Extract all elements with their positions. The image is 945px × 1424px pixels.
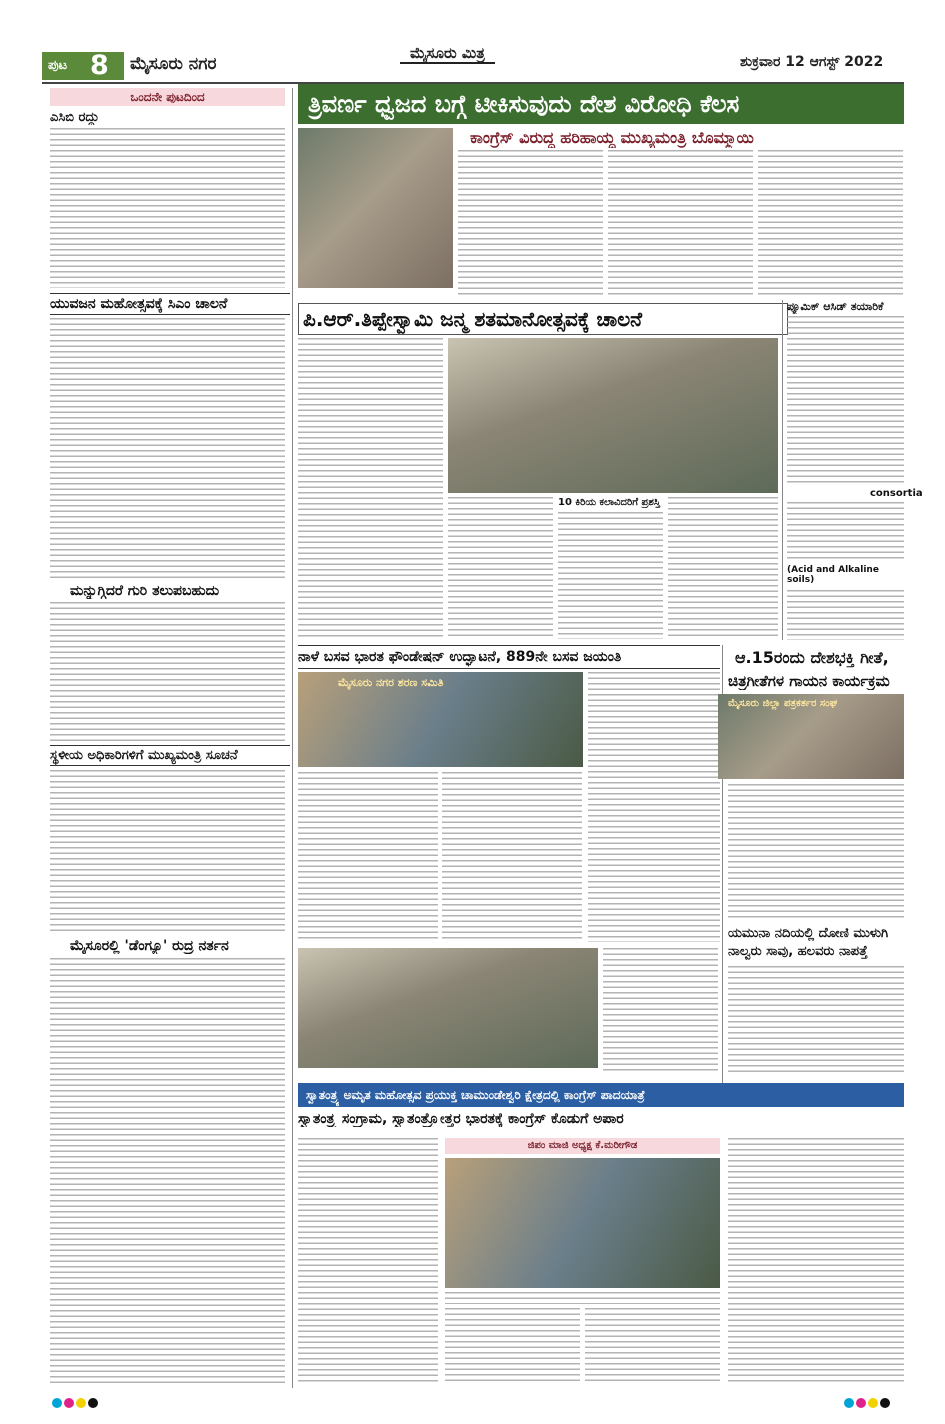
- left-text-5: [50, 958, 285, 1383]
- story3-headline: ನಾಳೆ ಬಸವ ಭಾರತ ಫೌಂಡೇಷನ್ ಉದ್ಘಾಟನೆ, 889ನೇ ಬಸವ ಜಯಂತಿ: [298, 645, 720, 669]
- continued-tag-text: ಒಂದನೇ ಪುಟದಿಂದ: [130, 90, 205, 104]
- bottom-tag-box: [445, 1138, 720, 1154]
- story2-text-2: [448, 497, 553, 639]
- lead-headline: ತ್ರಿವರ್ಣ ಧ್ವಜದ ಬಗ್ಗೆ ಟೀಕಿಸುವುದು ದೇಶ ವಿರೋಧಿ ಕೆಲಸ: [308, 90, 740, 118]
- page-number: 8: [90, 50, 109, 81]
- story3-photo: [298, 672, 583, 767]
- story2-photo: [448, 338, 778, 493]
- story5-headline: ಯಮುನಾ ನದಿಯಲ್ಲಿ ದೋಣಿ ಮುಳುಗಿ ನಾಲ್ವರು ಸಾವು, ಹಲವರು ನಾಪತ್ತೆ: [728, 926, 889, 959]
- registration-dot-cyan: [52, 1398, 62, 1408]
- lead-headline-bar: [298, 84, 904, 124]
- flag-photo: [298, 948, 598, 1068]
- story3-text-3: [588, 672, 720, 942]
- right-brief-text-1: [787, 316, 904, 486]
- registration-dot-cyan-2: [844, 1398, 854, 1408]
- left-text-3: [50, 602, 285, 742]
- paper-name: ಮೈಸೂರು ಮಿತ್ರ: [400, 44, 495, 64]
- left-text-2: [50, 318, 285, 580]
- bottom-kicker: ಸ್ವಾತಂತ್ರ್ಯ ಅಮೃತ ಮಹೋತ್ಸವ ಪ್ರಯುಕ್ತ ಚಾಮುಂಡೇಶ್ವರಿ ಕ್ಷೇತ್ರದಲ್ಲಿ ಕಾಂಗ್ರೆಸ್ ಪಾದಯಾತ್ರೆ: [306, 1088, 645, 1102]
- story2-headline: ಪಿ.ಆರ್.ತಿಪ್ಪೇಸ್ವಾಮಿ ಜನ್ಮ ಶತಮಾನೋತ್ಸವಕ್ಕೆ ಚಾಲನೆ: [298, 303, 788, 335]
- registration-dot-black: [88, 1398, 98, 1408]
- lead-subhead: ಕಾಂಗ್ರೆಸ್ ವಿರುದ್ಧ ಹರಿಹಾಯ್ದ ಮುಖ್ಯಮಂತ್ರಿ ಬೊಮ್ಮಾಯಿ: [470, 128, 754, 147]
- left-text-4: [50, 770, 285, 935]
- bottom-tag: ಜಿಪಂ ಮಾಜಿ ಅಧ್ಯಕ್ಷ ಕೆ.ಮರೀಗೌಡ: [527, 1140, 638, 1151]
- registration-dot-magenta: [64, 1398, 74, 1408]
- lead-text-1: [458, 150, 603, 295]
- section-title: ಮೈಸೂರು ನಗರ: [130, 54, 217, 74]
- bottom-text-3: [585, 1308, 720, 1383]
- bottom-photo-caption: [445, 1292, 720, 1304]
- story3-banner: ಮೈಸೂರು ನಗರ ಶರಣ ಸಮಿತಿ: [338, 676, 444, 689]
- column-divider: [292, 88, 293, 1388]
- left-head-4: ಸ್ಥಳೀಯ ಅಧಿಕಾರಿಗಳಿಗೆ ಮುಖ್ಯಮಂತ್ರಿ ಸೂಚನೆ: [50, 745, 290, 766]
- right-brief-text-3: [787, 590, 904, 640]
- story3-text-1: [298, 772, 438, 942]
- bottom-headline: ಸ್ವಾತಂತ್ರ್ಯ ಸಂಗ್ರಾಮ, ಸ್ವಾತಂತ್ರ್ಯೋತ್ತರ ಭಾರತಕ್ಕೆ ಕಾಂಗ್ರೆಸ್ ಕೊಡುಗೆ ಅಪಾರ: [298, 1111, 624, 1127]
- bottom-text-4: [728, 1138, 904, 1383]
- story2-text-1: [298, 338, 443, 638]
- right-brief-term-1: consortia: [870, 488, 923, 499]
- page-number-box: [42, 52, 124, 80]
- bottom-text-2: [445, 1308, 580, 1383]
- left-head-2: ಯುವಜನ ಮಹೋತ್ಸವಕ್ಕೆ ಸಿಎಂ ಚಾಲನೆ: [50, 293, 290, 315]
- lead-text-2: [608, 150, 753, 295]
- registration-dot-black-2: [880, 1398, 890, 1408]
- bottom-kicker-bar: [298, 1083, 904, 1107]
- registration-dot-magenta-2: [856, 1398, 866, 1408]
- date-line: ಶುಕ್ರವಾರ 12 ಆಗಸ್ಟ್ 2022: [740, 54, 884, 70]
- registration-dot-yellow: [76, 1398, 86, 1408]
- story4-text: [728, 784, 904, 919]
- left-head-1: ಎಸಿಬಿ ರದ್ದು: [50, 110, 100, 125]
- story4-photo: [718, 694, 904, 779]
- story2-subhead: 10 ಕಿರಿಯ ಕಲಾವಿದರಿಗೆ ಪ್ರಶಸ್ತಿ: [558, 497, 661, 508]
- story4-banner: ಮೈಸೂರು ಜಿಲ್ಲಾ ಪತ್ರಕರ್ತರ ಸಂಘ: [728, 698, 838, 709]
- story5-text: [728, 966, 904, 1076]
- continued-tag: [50, 88, 285, 106]
- bottom-text-1: [298, 1138, 438, 1383]
- story4-headline-1: ಆ.15ರಂದು ದೇಶಭಕ್ತಿ ಗೀತೆ,: [735, 648, 889, 667]
- story2-text-3: [558, 512, 663, 639]
- right-brief-head: ಪ್ಯೂಮಿಕ್ ಆಸಿಡ್ ತಯಾರಿಕೆ: [787, 300, 884, 313]
- lead-photo: [298, 128, 453, 288]
- right-brief-term-2: (Acid and Alkaline soils): [787, 565, 879, 585]
- flag-caption: [603, 948, 718, 1073]
- right-brief-text-2: [787, 502, 904, 562]
- registration-dot-yellow-2: [868, 1398, 878, 1408]
- bottom-photo: [445, 1158, 720, 1288]
- story4-headline-2: ಚಿತ್ರಗೀತೆಗಳ ಗಾಯನ ಕಾರ್ಯಕ್ರಮ: [728, 672, 890, 690]
- story2-text-4: [668, 497, 778, 639]
- left-head-3: ಮನ್ನುಗ್ಗಿದರೆ ಗುರಿ ತಲುಪಬಹುದು: [70, 583, 220, 599]
- page-label: ಪುಟ: [48, 58, 68, 73]
- left-head-5: ಮೈಸೂರಲ್ಲಿ 'ಡೆಂಗ್ಯೂ' ರುದ್ರ ನರ್ತನ: [70, 938, 229, 954]
- right-divider: [782, 300, 783, 640]
- lead-text-3: [758, 150, 903, 295]
- story3-text-2: [442, 772, 582, 942]
- left-text-1: [50, 128, 285, 288]
